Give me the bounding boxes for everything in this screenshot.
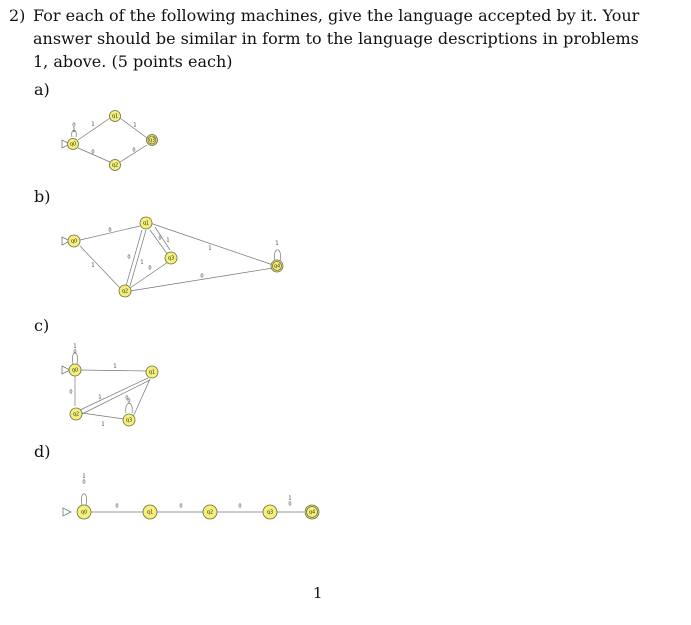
edge-label: 1 <box>91 262 95 269</box>
state-label: q4 <box>308 509 316 516</box>
state-label: q3 <box>167 255 175 262</box>
edge-label: 0 <box>125 395 129 402</box>
state-label: q4 <box>273 263 281 270</box>
part-b-label: b) <box>34 187 51 206</box>
state-label: q0 <box>80 509 88 516</box>
edge-label: 0 <box>69 389 73 396</box>
state-label: q2 <box>72 411 80 418</box>
edge-label: 1 <box>166 237 170 244</box>
edge-label: 1 <box>98 394 102 401</box>
state-label: q0 <box>69 141 77 148</box>
edge-label: 0 <box>158 235 162 242</box>
part-c-label: c) <box>34 316 50 335</box>
edge-label: 0 <box>238 503 242 510</box>
state-label: q0 <box>71 367 79 374</box>
question-number: 2) <box>9 6 26 25</box>
edge-label: 0 <box>200 273 204 280</box>
edge-label: 0 <box>288 501 292 508</box>
edge-label: 1 <box>91 121 95 128</box>
edge-label: 0 <box>127 398 131 405</box>
question-text: For each of the following machines, give the language accepted by it. Your answer should be similar in form to the language descriptions in problems 1, above. (5 points each) <box>33 6 640 71</box>
state-label: q3 <box>266 509 274 516</box>
edge-label: 0 <box>108 227 112 234</box>
edge-label: 0 <box>179 503 183 510</box>
edge-label: 1 <box>140 259 144 266</box>
start-arrow-icon <box>63 508 71 516</box>
edge-label: 1 <box>101 421 105 428</box>
part-a-label: a) <box>34 80 50 99</box>
edge-label: 0 <box>82 479 86 486</box>
edge-label: 1 <box>288 495 292 502</box>
edge-label: 0 <box>115 503 119 510</box>
state-label: q1 <box>148 369 156 376</box>
edge-label: 0 <box>127 254 131 261</box>
edge-label: 1 <box>73 343 77 350</box>
part-d-label: d) <box>34 442 51 461</box>
state-label: q3 <box>148 137 156 144</box>
edge-label: 1 <box>133 122 137 129</box>
edge-label: 0 <box>72 122 76 129</box>
edge-label: 0 <box>73 349 77 356</box>
state-label: q1 <box>146 509 154 516</box>
state-label: q2 <box>111 162 119 169</box>
state-label: q2 <box>206 509 214 516</box>
state-label: q1 <box>111 113 119 120</box>
page-number: 1 <box>313 584 323 602</box>
edge-label: 1 <box>72 127 76 134</box>
edge-label: 1 <box>82 473 86 480</box>
edge-label: 1 <box>275 240 279 247</box>
edge <box>81 494 86 505</box>
state-label: q3 <box>125 417 133 424</box>
edge-label: 0 <box>132 147 136 154</box>
edge-label: 1 <box>113 363 117 370</box>
edge-label: 0 <box>91 149 95 156</box>
edge-label: 0 <box>148 265 152 272</box>
edge-label: 1 <box>208 245 212 252</box>
state-label: q2 <box>121 288 129 295</box>
state-label: q1 <box>142 220 150 227</box>
state-label: q0 <box>70 238 78 245</box>
